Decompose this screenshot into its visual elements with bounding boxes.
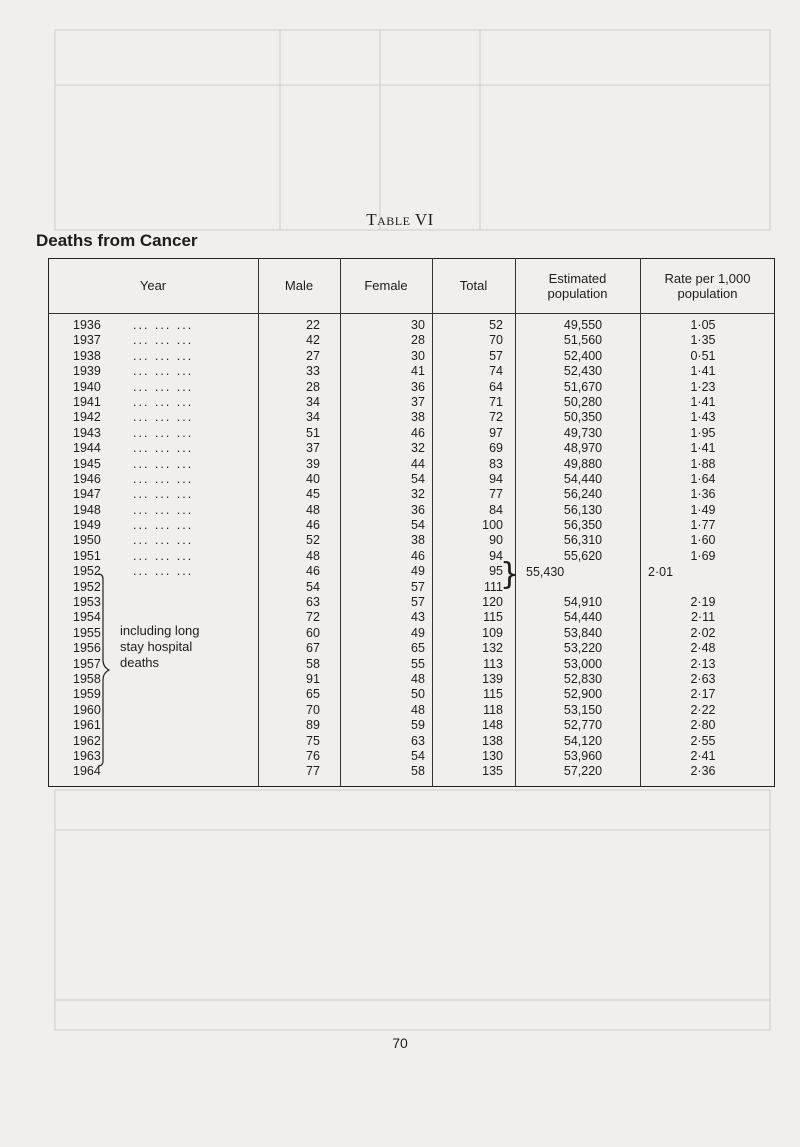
- row-year: 1944: [73, 441, 101, 456]
- row-year: 1940: [73, 379, 101, 394]
- row-male: 39: [306, 456, 320, 471]
- row-rate: 2·36: [690, 764, 716, 779]
- row-total: 120: [482, 595, 503, 610]
- hospital-note: [120, 623, 200, 671]
- row-total: 94: [489, 548, 503, 563]
- row-male: 67: [306, 641, 320, 656]
- table-row: [48, 410, 775, 425]
- row-rate: 1·23: [690, 379, 716, 394]
- row-rate: 1·77: [690, 518, 716, 533]
- row-total: 113: [483, 656, 503, 671]
- row-year: 1952: [73, 579, 101, 594]
- row-male: 89: [306, 718, 320, 733]
- row-year: 1954: [73, 610, 101, 625]
- row-female: 36: [411, 379, 425, 394]
- row-rate: 1·05: [690, 318, 716, 332]
- table-subtitle: Deaths from Cancer: [36, 231, 198, 250]
- row-year: 1960: [73, 702, 101, 717]
- row-male: 46: [306, 564, 320, 579]
- row-female: 28: [411, 333, 425, 348]
- row-male: 63: [306, 595, 320, 610]
- row-population: 49,730: [563, 425, 603, 440]
- row-year: 1950: [73, 533, 101, 548]
- row-population: 56,130: [563, 502, 603, 517]
- row-year: 1951: [73, 548, 101, 563]
- row-year: 1945: [73, 456, 101, 471]
- row-total: 115: [483, 687, 503, 702]
- row-leader-dots: ... ... ...: [133, 564, 194, 579]
- row-male: 70: [306, 702, 320, 717]
- row-male: 42: [306, 333, 320, 348]
- row-total: 94: [489, 471, 503, 486]
- table-row: [48, 426, 775, 441]
- row-population: 52,900: [563, 687, 603, 702]
- row-female: 32: [411, 487, 425, 502]
- row-year: 1956: [73, 641, 101, 656]
- row-year: 1943: [73, 425, 101, 440]
- header-total: Total: [459, 278, 488, 293]
- row-total: 95: [489, 564, 503, 579]
- row-female: 48: [411, 702, 425, 717]
- row-leader-dots: ... ... ...: [133, 364, 194, 379]
- row-year: 1962: [73, 733, 101, 748]
- row-leader-dots: ... ... ...: [133, 471, 194, 486]
- row-rate: 1·60: [690, 533, 716, 548]
- row-total: 74: [489, 364, 503, 379]
- row-rate: 1·35: [690, 333, 716, 348]
- row-year: 1955: [73, 625, 101, 640]
- row-total: 118: [483, 702, 503, 717]
- row-female: 30: [411, 348, 425, 363]
- row-leader-dots: ... ... ...: [133, 518, 194, 533]
- row-population: 52,400: [563, 348, 603, 363]
- row-population: 49,880: [563, 456, 603, 471]
- row-leader-dots: ... ... ...: [133, 394, 194, 409]
- row-population: 56,350: [563, 518, 603, 533]
- row-population: 57,220: [563, 764, 603, 779]
- row-male: 34: [306, 410, 320, 425]
- row-female: 30: [411, 318, 425, 332]
- row-female: 55: [411, 656, 425, 671]
- row-population: 50,350: [563, 410, 603, 425]
- row-population: 53,150: [563, 702, 603, 717]
- row-population: 55,620: [563, 548, 603, 563]
- row-population: 56,240: [563, 487, 603, 502]
- row-rate: 1·41: [690, 364, 716, 379]
- row-female: 49: [411, 564, 425, 579]
- row-total: 52: [489, 318, 503, 332]
- row-female: 65: [411, 641, 425, 656]
- row-leader-dots: ... ... ...: [133, 533, 194, 548]
- table-row: [48, 734, 775, 749]
- row-total: 100: [482, 518, 503, 533]
- row-male: 76: [306, 748, 320, 763]
- row-year: 1953: [73, 595, 101, 610]
- row-rate: 2·48: [690, 641, 716, 656]
- row-male: 77: [306, 764, 320, 779]
- row-year: 1937: [73, 333, 101, 348]
- table-row: [48, 672, 775, 687]
- row-year: 1936: [73, 318, 101, 332]
- row-year: 1958: [73, 671, 101, 686]
- row-female: 54: [411, 748, 425, 763]
- page-number: 70: [392, 1035, 408, 1051]
- row-total: 83: [489, 456, 503, 471]
- row-rate: 2·13: [690, 656, 716, 671]
- row-population: 54,440: [563, 610, 603, 625]
- row-male: 46: [306, 518, 320, 533]
- row-rate: 1·69: [690, 548, 716, 563]
- row-female: 63: [411, 733, 425, 748]
- row-male: 72: [306, 610, 320, 625]
- table-row: [48, 595, 775, 610]
- row-year: 1941: [73, 394, 101, 409]
- row-rate: 1·41: [690, 394, 716, 409]
- row-population: 53,960: [563, 748, 603, 763]
- row-rate: 2·55: [690, 733, 716, 748]
- row-rate: 2·02: [690, 625, 716, 640]
- row-year: 1957: [73, 656, 101, 671]
- table-row: [48, 718, 775, 733]
- table-row: [48, 333, 775, 348]
- row-population: 53,840: [563, 625, 603, 640]
- table-row: [48, 503, 775, 518]
- row-female: 38: [411, 533, 425, 548]
- table-row: [48, 533, 775, 548]
- row-rate: 2·11: [690, 610, 716, 625]
- table-row: [48, 749, 775, 764]
- row-population: 54,910: [563, 595, 603, 610]
- row-rate: 2·80: [690, 718, 716, 733]
- table-row: [48, 580, 775, 595]
- row-rate: 1·41: [690, 441, 716, 456]
- row-rate: 2·63: [690, 671, 716, 686]
- row-total: 132: [482, 641, 503, 656]
- row-population: 51,560: [563, 333, 603, 348]
- row-year: 1952: [73, 564, 101, 579]
- row-population: 49,550: [563, 318, 603, 332]
- row-population: 53,220: [563, 641, 603, 656]
- table-row: [48, 487, 775, 502]
- row-population: 52,430: [563, 364, 603, 379]
- row-total: 130: [482, 748, 503, 763]
- note-line: deaths: [120, 655, 160, 670]
- row-female: 49: [411, 625, 425, 640]
- row-male: 75: [306, 733, 320, 748]
- row-population: 54,440: [563, 471, 603, 486]
- row-male: 33: [306, 364, 320, 379]
- row-total: 139: [482, 671, 503, 686]
- note-line: including long: [120, 623, 200, 638]
- table-row: [48, 703, 775, 718]
- table-row: [48, 395, 775, 410]
- row-female: 54: [411, 471, 425, 486]
- row-rate: 1·88: [690, 456, 716, 471]
- row-male: 48: [306, 548, 320, 563]
- table-row: [48, 457, 775, 472]
- row-female: 58: [411, 764, 425, 779]
- row-leader-dots: ... ... ...: [133, 379, 194, 394]
- header-male: Male: [284, 278, 314, 293]
- row-male: 51: [306, 425, 320, 440]
- row-female: 59: [411, 718, 425, 733]
- row-total: 97: [489, 425, 503, 440]
- header-female: Female: [364, 278, 408, 293]
- header-population: Estimated population: [547, 270, 608, 301]
- row-total: 64: [489, 379, 503, 394]
- row-year: 1947: [73, 487, 101, 502]
- row-leader-dots: ... ... ...: [133, 441, 194, 456]
- row-total: 72: [489, 410, 503, 425]
- row-male: 27: [306, 348, 320, 363]
- row-male: 58: [306, 656, 320, 671]
- row-population: 50,280: [563, 394, 603, 409]
- row-female: 54: [411, 518, 425, 533]
- row-female: 57: [411, 579, 425, 594]
- row-female: 50: [411, 687, 425, 702]
- row-female: 36: [411, 502, 425, 517]
- row-female: 46: [411, 425, 425, 440]
- row-female: 57: [411, 595, 425, 610]
- row-female: 41: [411, 364, 425, 379]
- note-line: stay hospital: [120, 639, 193, 654]
- row-year: 1964: [73, 764, 101, 779]
- note-bracket: [94, 572, 114, 768]
- table-row: [48, 441, 775, 456]
- row-female: 44: [411, 456, 425, 471]
- row-year: 1948: [73, 502, 101, 517]
- row-male: 37: [306, 441, 320, 456]
- row-leader-dots: ... ... ...: [133, 333, 194, 348]
- row-population: 54,120: [563, 733, 603, 748]
- row-total: 115: [483, 610, 503, 625]
- table-row: [48, 472, 775, 487]
- row-total: 111: [483, 579, 503, 594]
- row-male: 28: [306, 379, 320, 394]
- row-female: 37: [411, 394, 425, 409]
- row-male: 54: [306, 579, 320, 594]
- row-rate: 1·64: [690, 471, 716, 486]
- row-year: 1949: [73, 518, 101, 533]
- row-rate: 1·49: [690, 502, 716, 517]
- row-year: 1963: [73, 748, 101, 763]
- table-row: [48, 318, 775, 333]
- row-total: 70: [489, 333, 503, 348]
- row-total: 69: [489, 441, 503, 456]
- row-leader-dots: ... ... ...: [133, 425, 194, 440]
- row-rate: 2·41: [690, 748, 716, 763]
- table-row: [48, 364, 775, 379]
- row-rate: 2·19: [690, 595, 716, 610]
- row-population: 52,770: [563, 718, 603, 733]
- table-row: [48, 687, 775, 702]
- row-male: 45: [306, 487, 320, 502]
- row-leader-dots: ... ... ...: [133, 348, 194, 363]
- row-leader-dots: ... ... ...: [133, 456, 194, 471]
- rate-1952-merged: 2·01: [648, 565, 674, 579]
- header-rate: Rate per 1,000 population: [664, 270, 751, 301]
- population-1952-merged: 55,430: [526, 565, 565, 579]
- row-rate: 2·17: [690, 687, 716, 702]
- table-row: [48, 549, 775, 564]
- table-row: [48, 518, 775, 533]
- row-female: 38: [411, 410, 425, 425]
- row-leader-dots: ... ... ...: [133, 502, 194, 517]
- row-total: 148: [482, 718, 503, 733]
- row-population: 52,830: [563, 671, 603, 686]
- row-rate: 1·95: [690, 425, 716, 440]
- row-leader-dots: ... ... ...: [133, 318, 194, 332]
- row-population: 56,310: [563, 533, 603, 548]
- row-year: 1959: [73, 687, 101, 702]
- merged-1952-brace: }: [500, 557, 520, 592]
- row-year: 1961: [73, 718, 101, 733]
- row-female: 48: [411, 671, 425, 686]
- row-male: 34: [306, 394, 320, 409]
- row-female: 32: [411, 441, 425, 456]
- table-body: [48, 318, 775, 780]
- row-male: 91: [306, 671, 320, 686]
- row-total: 71: [489, 394, 503, 409]
- row-total: 90: [489, 533, 503, 548]
- row-year: 1942: [73, 410, 101, 425]
- table-row: [48, 764, 775, 779]
- row-male: 52: [306, 533, 320, 548]
- row-leader-dots: ... ... ...: [133, 548, 194, 563]
- row-population: 51,670: [563, 379, 603, 394]
- row-rate: 0·51: [690, 348, 716, 363]
- row-population: 53,000: [563, 656, 603, 671]
- header-divider: [48, 313, 775, 314]
- row-total: 57: [489, 348, 503, 363]
- row-male: 22: [306, 318, 320, 332]
- table-row: [48, 349, 775, 364]
- row-year: 1946: [73, 471, 101, 486]
- row-female: 43: [411, 610, 425, 625]
- row-rate: 2·22: [690, 702, 716, 717]
- row-leader-dots: ... ... ...: [133, 410, 194, 425]
- row-rate: 1·36: [690, 487, 716, 502]
- row-year: 1938: [73, 348, 101, 363]
- table-row: [48, 380, 775, 395]
- row-total: 109: [482, 625, 503, 640]
- row-male: 65: [306, 687, 320, 702]
- row-total: 138: [482, 733, 503, 748]
- row-male: 60: [306, 625, 320, 640]
- row-leader-dots: ... ... ...: [133, 487, 194, 502]
- row-female: 46: [411, 548, 425, 563]
- row-population: 48,970: [563, 441, 603, 456]
- row-male: 48: [306, 502, 320, 517]
- header-year: Year: [139, 278, 167, 293]
- row-rate: 1·43: [690, 410, 716, 425]
- row-total: 135: [482, 764, 503, 779]
- table-caption: Table VI: [366, 210, 434, 229]
- row-total: 84: [489, 502, 503, 517]
- row-total: 77: [489, 487, 503, 502]
- row-male: 40: [306, 471, 320, 486]
- row-year: 1939: [73, 364, 101, 379]
